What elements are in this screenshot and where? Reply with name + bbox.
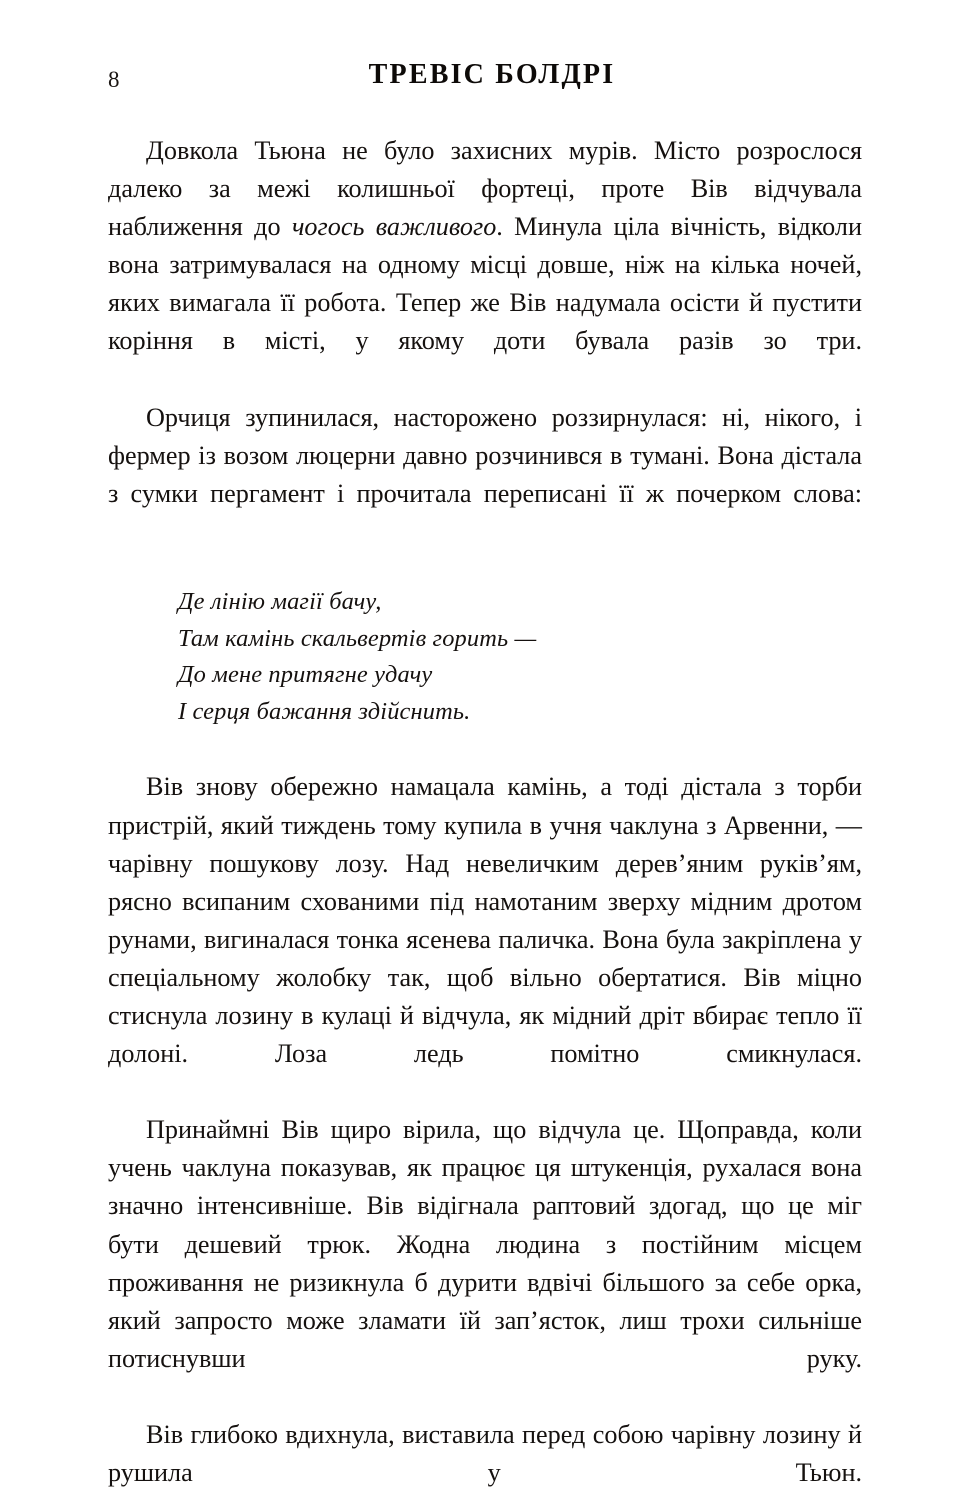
verse-line-1: Де лінію магії бачу,: [178, 588, 382, 616]
page-number: 8: [108, 67, 120, 92]
verse-line-3: До мене притягне удачу: [178, 661, 433, 689]
paragraph-1-text-before-emphasis: Довкола Тьюна не було захисних мурів. Місто розрослося далеко за межі колишньої фортеці, проте Вів відчувала наближення до: [108, 136, 862, 242]
book-title-running-head: ТРЕВІС БОЛДРІ: [368, 59, 616, 90]
paragraph-1: [108, 132, 862, 399]
verse-block: [108, 551, 862, 768]
paragraph-3: Вів знову обережно намацала камінь, а тоді дістала з торби пристрій, який тиждень тому купила в учня чаклуна з Арвенни, — чарівну пошукову лозу. Над невеличким дерев’яним руків’ям, рясно всипаним схованими під намотаним зверху мідним дротом рунами, вигиналася тонка ясенева паличка. Вона була закріплена у спеціальному жолобку так, щоб вільно обертатися. Вів міцно стиснула лозину в кулаці й відчула, як мідний дріт вбирає тепло її долоні. Лоза ледь помітно смикнулася.: [108, 772, 862, 1069]
paragraph-4: Принаймні Вів щиро вірила, що відчула це. Щоправда, коли учень чаклуна показував, як працює ця штукенція, рухалася вона значно інтенсивніше. Вів відігнала раптовий здогад, що це міг бути дешевий трюк. Жодна людина з постійним місцем проживання не ризикнула б дурити вдвічі більшого за себе орка, який запросто може зламати їй зап’ясток, лиш трохи сильніше потиснувши руку.: [108, 1115, 862, 1373]
body-text-column: [108, 132, 862, 1497]
verse-line-2: Там камінь скальвертів горить —: [178, 624, 537, 652]
paragraph-1-text-after-emphasis: . Минула ціла вічність, відколи вона затримувалася на одному місці довше, ніж на кілька ночей, яких вимагала її робота. Тепер же Вів надумала осісти й пустити коріння в місті, у якому доти бувала разів зо три.: [108, 212, 862, 356]
verse-line-4: І серця бажання здійснить.: [178, 697, 471, 725]
emphasis-phrase: чогось важливого: [291, 212, 497, 242]
paragraph-2: Орчиця зупинилася, насторожено роззирнулася: ні, нікого, і фермер із возом люцерни давно розчинився в тумані. Вона дістала з сумки пергамент і прочитала переписані її ж почерком слова:: [108, 402, 862, 508]
running-head: [108, 60, 862, 100]
paragraph-5: Вів глибоко вдихнула, виставила перед собою чарівну лозину й рушила у Тьюн.: [108, 1420, 862, 1488]
